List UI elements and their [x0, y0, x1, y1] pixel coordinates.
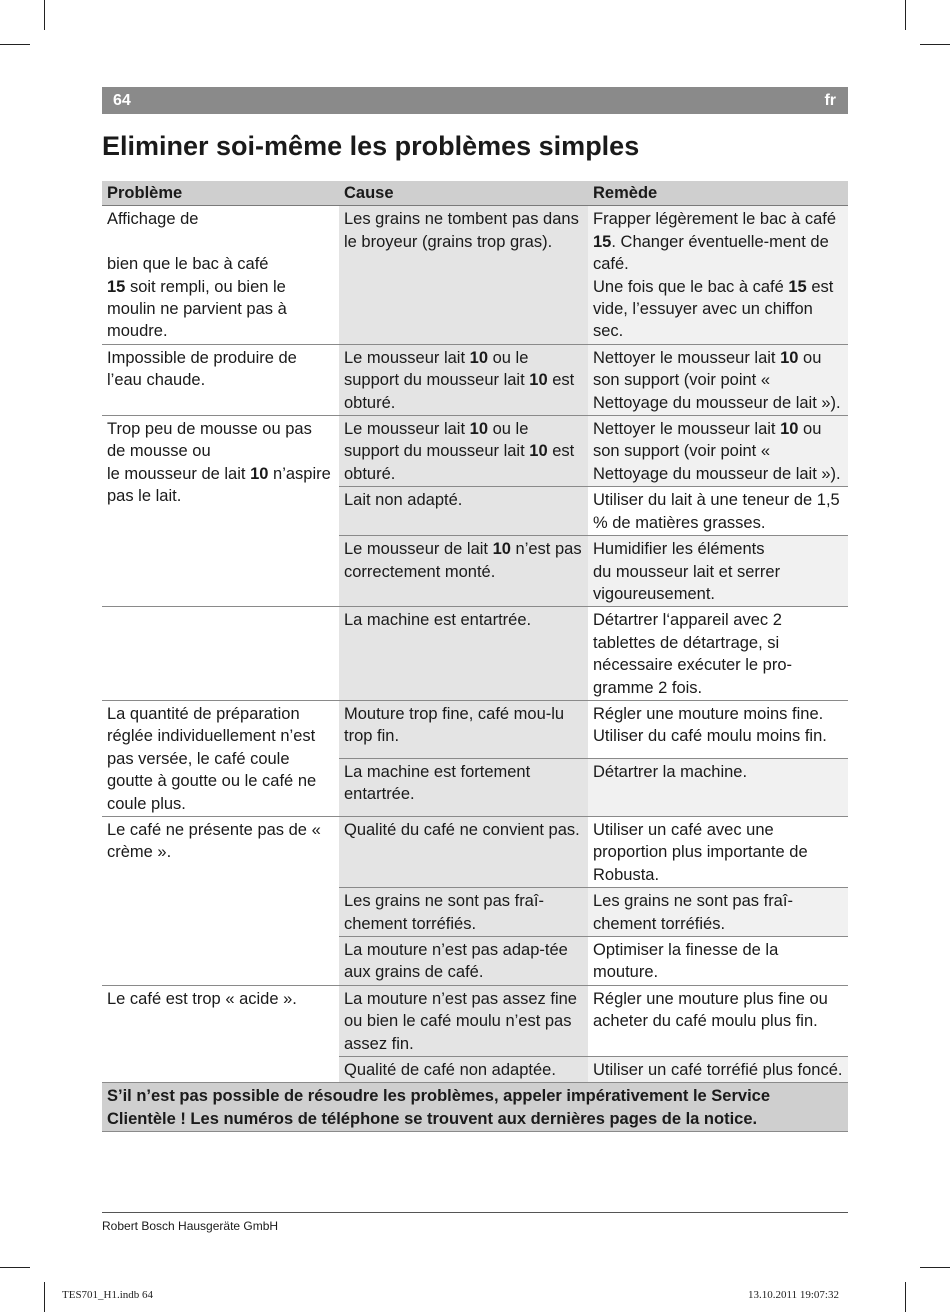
crop-mark: [44, 1282, 45, 1312]
crop-mark: [920, 44, 950, 45]
cause-cell: Les grains ne tombent pas dans le broyeur (grains trop gras).: [339, 206, 588, 344]
table-row: [102, 700, 848, 758]
cause-cell: La mouture n’est pas adap-tée aux grains de café.: [339, 937, 588, 986]
crop-mark: [44, 0, 45, 30]
cause-cell: [339, 536, 588, 607]
table-row: [102, 416, 848, 487]
crop-mark: [905, 1282, 906, 1312]
cause-cell: La mouture n’est pas assez fine ou bien le café moulu n’est pas assez fin.: [339, 985, 588, 1056]
column-header-remedy: Remède: [588, 181, 848, 206]
cause-text: Le mousseur lait: [344, 348, 470, 367]
company-name: Robert Bosch Hausgeräte GmbH: [102, 1219, 279, 1233]
remedy-cell: [588, 536, 848, 607]
remedy-text: ou son support (voir point « Nettoyage du mousseur de lait »).: [593, 348, 841, 412]
remedy-cell: Les grains ne sont pas fraî-chement torréfiés.: [588, 888, 848, 937]
print-slug-timestamp: 13.10.2011 19:07:32: [748, 1289, 839, 1301]
part-number: 10: [492, 540, 511, 559]
table-header-row: [102, 181, 848, 206]
remedy-cell: [588, 416, 848, 487]
table-footer-row: [102, 1083, 848, 1132]
part-number: 10: [529, 371, 548, 390]
part-number: 10: [250, 464, 269, 483]
remedy-cell: Détartrer l‘appareil avec 2 tablettes de détartrage, si nécessaire exécuter le pro-gramme 2 fois.: [588, 607, 848, 701]
table-row: [102, 985, 848, 1056]
part-number: 15: [593, 232, 612, 251]
display-placeholder: [107, 231, 334, 253]
part-number: 10: [780, 420, 799, 439]
cause-text: n’est pas correctement monté.: [344, 540, 582, 581]
part-number: 10: [469, 420, 489, 439]
remedy-text: Frapper légèrement le bac à café: [593, 210, 837, 229]
cause-text: est obturé.: [344, 371, 575, 412]
problem-text: n’aspire pas le lait.: [107, 464, 331, 506]
problem-text: Trop peu de mousse ou pas de mousse ou: [107, 420, 312, 461]
remedy-cell: Régler une mouture plus fine ou acheter du café moulu plus fin.: [588, 985, 848, 1056]
remedy-text: Nettoyer le mousseur lait: [593, 348, 781, 367]
problem-text: Affichage de: [107, 210, 199, 229]
print-slug-file: TES701_H1.indb 64: [62, 1289, 154, 1301]
problem-cell: Le café ne présente pas de « crème ».: [102, 816, 339, 985]
crop-mark: [920, 1267, 950, 1268]
cause-cell: La machine est entartrée.: [339, 607, 588, 701]
page-title: Eliminer soi-même les problèmes simples: [102, 131, 640, 161]
problem-text: soit rempli, ou bien le moulin ne parvient pas à moudre.: [107, 277, 287, 341]
cause-cell: La machine est fortement entartrée.: [339, 758, 588, 816]
crop-mark: [0, 44, 30, 45]
cause-cell: Les grains ne sont pas fraî-chement torréfiés.: [339, 888, 588, 937]
service-note: S’il n’est pas possible de résoudre les problèmes, appeler impérativement le Service Clientèle ! Les numéros de téléphone se trouvent aux dernières pages de la notice.: [102, 1083, 848, 1132]
cause-text: ou le support du mousseur lait: [344, 348, 530, 390]
remedy-cell: Optimiser la finesse de la mouture.: [588, 937, 848, 986]
part-number: 15: [107, 277, 126, 296]
cause-text: Le mousseur lait: [344, 420, 470, 439]
problem-cell: Impossible de produire de l’eau chaude.: [102, 344, 339, 415]
cause-cell: [339, 416, 588, 487]
remedy-cell: [588, 344, 848, 415]
cause-cell: Qualité du café ne convient pas.: [339, 816, 588, 887]
column-header-cause: Cause: [339, 181, 588, 206]
problem-cell: [102, 607, 339, 701]
problem-text: bien que le bac à café: [107, 255, 269, 274]
remedy-cell: Détartrer la machine.: [588, 758, 848, 816]
page-header-bar: [102, 87, 848, 114]
remedy-cell: Régler une mouture moins fine. Utiliser du café moulu moins fin.: [588, 700, 848, 758]
table-row: [102, 206, 848, 344]
remedy-cell: Utiliser un café torréfié plus foncé.: [588, 1057, 848, 1083]
problem-cell: [102, 206, 339, 344]
column-header-problem: Problème: [102, 181, 339, 206]
problem-text: [107, 278, 287, 341]
problem-cell: La quantité de préparation réglée individuellement n’est pas versée, le café coule goutte à goutte ou le café ne coule plus.: [102, 700, 339, 816]
crop-mark: [0, 1267, 30, 1268]
part-number: 10: [469, 348, 489, 367]
table-row: [102, 344, 848, 415]
remedy-text: ou son support (voir point « Nettoyage du mousseur de lait »).: [593, 420, 841, 483]
page-number: 64: [113, 92, 131, 109]
cause-cell: [339, 344, 588, 415]
problem-cell: [102, 416, 339, 607]
language-code: fr: [824, 92, 836, 109]
part-number: 10: [529, 442, 548, 461]
remedy-text: du mousseur lait et serrer vigoureusement.: [593, 562, 781, 603]
cause-text: est obturé.: [344, 442, 575, 483]
table-row: [102, 607, 848, 701]
cause-text: ou le support du mousseur lait: [344, 420, 530, 461]
problem-text: le mousseur de lait: [107, 464, 251, 483]
problem-cell: Le café est trop « acide ».: [102, 985, 339, 1083]
remedy-text: Une fois que le bac à café: [593, 277, 789, 296]
remedy-text: Humidifier les éléments: [593, 540, 765, 559]
remedy-cell: Utiliser un café avec une proportion plus importante de Robusta.: [588, 816, 848, 887]
cause-cell: Lait non adapté.: [339, 487, 588, 536]
remedy-text: est vide, l’essuyer avec un chiffon sec.: [593, 277, 834, 341]
cause-text: Le mousseur de lait: [344, 540, 493, 559]
remedy-text: Nettoyer le mousseur lait: [593, 420, 781, 439]
footer-divider: [102, 1212, 848, 1213]
troubleshooting-table: [102, 181, 848, 1132]
remedy-cell: Utiliser du lait à une teneur de 1,5 % de matières grasses.: [588, 487, 848, 536]
cause-cell: Qualité de café non adaptée.: [339, 1057, 588, 1083]
part-number: 10: [780, 348, 799, 367]
part-number: 15: [788, 277, 807, 296]
remedy-cell: [588, 206, 848, 344]
remedy-text: . Changer éventuelle-ment de café.: [593, 232, 829, 274]
cause-cell: Mouture trop fine, café mou-lu trop fin.: [339, 700, 588, 758]
table-row: [102, 816, 848, 887]
crop-mark: [905, 0, 906, 30]
remedy-text: [593, 276, 843, 343]
